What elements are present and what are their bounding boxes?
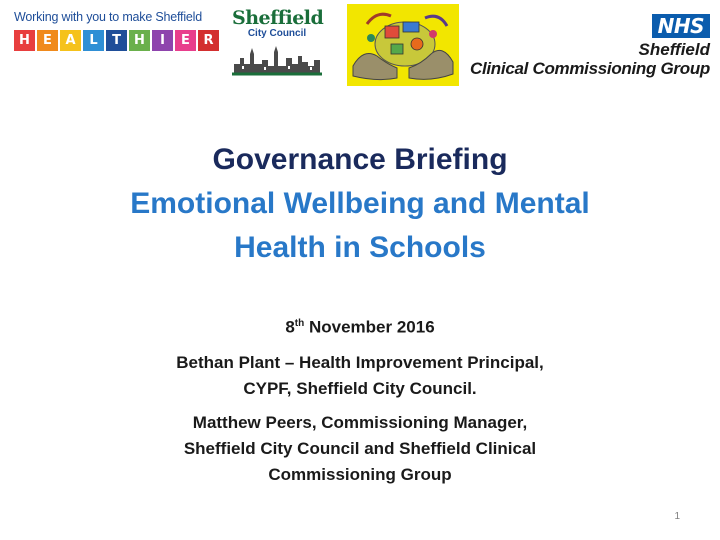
subtitle-line: Emotional Wellbeing and Mental [130, 187, 590, 220]
healthier-letter: I [152, 30, 173, 51]
healthier-logo [14, 10, 224, 60]
presenter-line: CYPF, Sheffield City Council. [243, 378, 477, 398]
presentation-date [0, 312, 720, 340]
presentation-info [0, 312, 720, 488]
healthier-letter: H [14, 30, 35, 51]
slide-subtitle [0, 182, 720, 270]
subtitle-line: Health in Schools [234, 231, 486, 264]
city-skyline-icon [232, 40, 322, 76]
nhs-logo-line1: Sheffield [638, 40, 710, 59]
nhs-badge: NHS [652, 14, 710, 38]
healthier-letters [14, 30, 224, 51]
nhs-logo-line2: Clinical Commissioning Group [469, 59, 710, 78]
healthier-letter: R [198, 30, 219, 51]
nhs-sheffield-ccg-logo [450, 14, 710, 80]
healthier-letter: L [83, 30, 104, 51]
date-suffix: th [294, 318, 305, 329]
date-day: 8 [285, 317, 295, 337]
title-block [0, 140, 720, 270]
page-number: 1 [674, 511, 680, 522]
date-rest: November 2016 [304, 317, 435, 337]
presenter-1 [0, 350, 720, 402]
presenter-line: Bethan Plant – Health Improvement Principal, [176, 352, 544, 372]
council-logo-subname: City Council [247, 28, 307, 39]
slide-title: Governance Briefing [212, 143, 508, 176]
healthier-letter: E [37, 30, 58, 51]
healthier-tagline: Working with you to make Sheffield [14, 10, 202, 24]
healthy-choices-artwork [347, 4, 459, 86]
presenter-line: Commissioning Group [268, 464, 452, 484]
presenter-line: Matthew Peers, Commissioning Manager, [192, 412, 528, 432]
hands-holding-world-icon [347, 4, 459, 86]
presenter-line: Sheffield City Council and Sheffield Clinical [183, 438, 537, 458]
presenter-2 [0, 410, 720, 488]
healthier-letter: T [106, 30, 127, 51]
healthier-letter: E [175, 30, 196, 51]
healthier-letter: A [60, 30, 81, 51]
council-logo-name: Sheffield [232, 7, 324, 29]
healthier-letter: H [129, 30, 150, 51]
sheffield-city-council-logo [232, 8, 322, 76]
